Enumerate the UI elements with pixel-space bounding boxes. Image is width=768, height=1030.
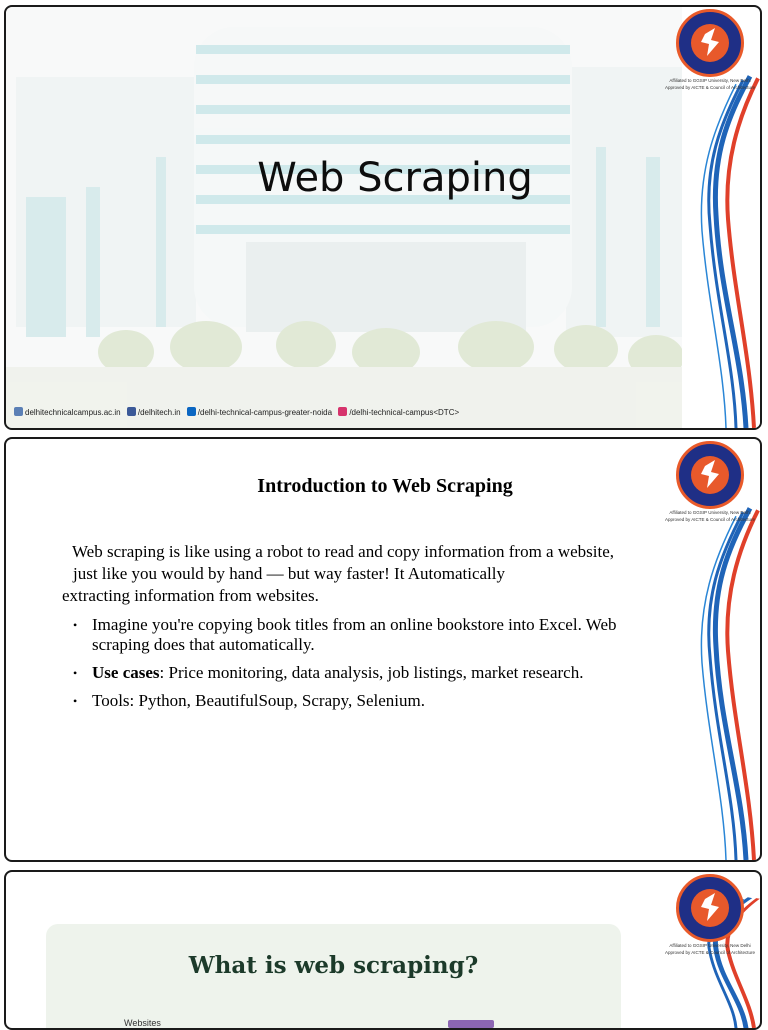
social-footer [10,407,459,417]
slide-body [62,541,632,719]
seal-icon [676,874,744,942]
seal-icon [676,441,744,509]
intro-line-3: extracting information from websites. [62,586,319,605]
slide-1 [4,5,762,430]
college-logo [662,441,758,522]
slide-title: Introduction to Web Scraping [257,475,513,497]
seal-icon [676,9,744,77]
logo-caption-2: Approved by AICTE & Council of Architecture [664,516,756,522]
campus-building-image [6,7,682,430]
website-link[interactable]: delhitechnicalcampus.ac.in [25,408,121,417]
slide-2 [4,437,762,862]
bullet-item: • Tools: Python, BeautifulSoup, Scrapy, Selenium. [92,691,632,711]
intro-line-1: Web scraping is like using a robot to read and copy information from a website, [72,542,615,561]
slide-title: Web Scraping [257,155,533,201]
logo-caption-1: Affiliated to GGSIP University, New Delhi [669,510,751,515]
college-logo [662,9,758,90]
bullet-list [62,615,632,711]
diagram-chip [448,1020,494,1028]
instagram-icon [338,407,347,416]
globe-icon [14,407,23,416]
instagram-link[interactable]: /delhi-technical-campus<DTC> [349,408,460,417]
slide-title: What is web scraping? [188,952,479,979]
logo-caption-1: Affiliated to GGSIP University, New Delhi [669,943,751,948]
linkedin-icon [187,407,196,416]
facebook-icon [127,407,136,416]
logo-caption-2: Approved by AICTE & Council of Architecture [664,949,756,955]
linkedin-link[interactable]: /delhi-technical-campus-greater-noida [197,408,333,417]
websites-label: Websites [124,1018,161,1028]
logo-caption-1: Affiliated to GGSIP University, New Delhi [669,78,751,83]
slide-3 [4,870,762,1030]
facebook-link[interactable]: /delhitech.in [137,408,181,417]
bullet-item: • Use cases: Price monitoring, data analysis, job listings, market research. [92,663,632,683]
intro-line-2: just like you would by hand — but way faster! It Automatically [73,564,506,583]
logo-caption-2: Approved by AICTE & Council of Architecture [664,84,756,90]
college-logo [662,874,758,955]
bullet-item: • Imagine you're copying book titles from an online bookstore into Excel. Web scraping does that automatically. [92,615,632,655]
